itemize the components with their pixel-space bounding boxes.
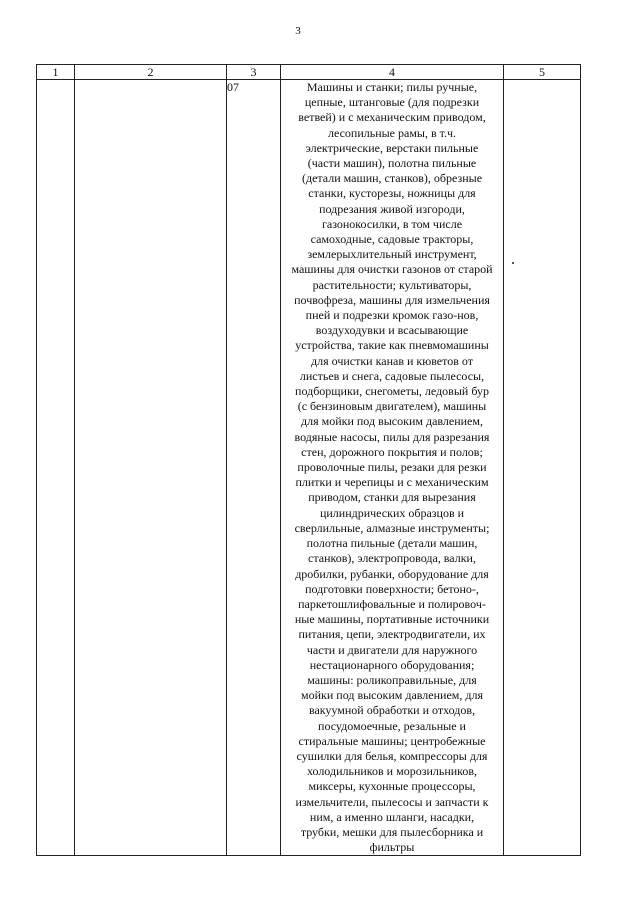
description-line: проволочные пилы, резаки для резки — [297, 460, 487, 475]
description-line: растительности; культиваторы, — [312, 277, 472, 292]
cell-col-2 — [75, 80, 227, 856]
description-line: сушилки для белья, компрессоры для — [296, 748, 488, 763]
description-line: лесопильные рамы, в т.ч. — [327, 125, 457, 140]
description-line: трубки, мешки для пылесборника и — [300, 824, 484, 839]
cell-col-5 — [504, 80, 581, 856]
description-line: измельчители, пылесосы и запчасти к — [295, 794, 489, 809]
description-line: подготовки поверхности; бетоно-, — [305, 581, 479, 596]
description-line: цепные, штанговые (для подрезки — [304, 95, 480, 110]
description-line: плитки и черепицы и с механическим — [295, 475, 489, 490]
description-line: ним, а именно шланги, насадки, — [309, 809, 475, 824]
header-col-4: 4 — [281, 65, 504, 80]
table-row — [37, 80, 581, 856]
description-line: самоходные, садовые тракторы, — [310, 232, 474, 247]
goods-description-text — [281, 80, 503, 855]
classification-table — [36, 64, 581, 856]
description-line: ные машины, портативные источники — [294, 612, 490, 627]
description-line: холодильников и морозильников, — [306, 764, 478, 779]
description-line: Машины и станки; пилы ручные, — [306, 80, 478, 94]
description-line: машины: роликоправильные, для — [307, 672, 477, 687]
goods-description-cell — [281, 80, 504, 856]
description-line: водяные насосы, пилы для разрезания — [294, 429, 490, 444]
description-line: пней и подрезки кромок газо-нов, — [305, 308, 479, 323]
description-line: миксеры, кухонные процессоры, — [308, 779, 476, 794]
description-line: устройства, такие как пневмомашины — [295, 338, 489, 353]
description-line: листьев и снега, садовые пылесосы, — [299, 368, 485, 383]
description-line: сверлильные, алмазные инструменты; — [294, 520, 490, 535]
description-line: подборщики, снегометы, ледовый бур — [295, 384, 489, 399]
description-line: стен, дорожного покрытия и полов; — [301, 444, 483, 459]
page-number: 3 — [295, 25, 301, 37]
description-line: для мойки под высоким давлением, — [301, 414, 483, 429]
description-line: дробилки, рубанки, оборудование для — [295, 566, 489, 581]
description-line: части и двигатели для наружного — [306, 642, 478, 657]
description-line: стиральные машины; центробежные — [298, 733, 486, 748]
class-code-cell: 07 — [227, 80, 281, 856]
description-line: фильтры — [369, 840, 415, 855]
description-line: мойки под высоким давлением, для — [301, 688, 483, 703]
header-row — [37, 65, 581, 80]
header-col-2: 2 — [75, 65, 227, 80]
description-line: посудомоечные, резальные и — [318, 718, 466, 733]
description-line: (части машин), полотна пильные — [307, 156, 477, 171]
description-line: полотна пильные (детали машин, — [306, 536, 478, 551]
scan-speck — [512, 262, 514, 264]
description-line: подрезания живой изгороди, — [319, 201, 465, 216]
description-line: электрические, верстаки пильные — [305, 140, 479, 155]
description-line: станков), электропровода, валки, — [308, 551, 476, 566]
description-line: приводом, станки для вырезания — [308, 490, 476, 505]
description-line: почвофреза, машины для измельчения — [294, 292, 490, 307]
description-line: станки, кусторезы, ножницы для — [308, 186, 476, 201]
description-line: паркетошлифовальные и полировоч- — [298, 596, 486, 611]
description-line: вакуумной обработки и отходов, — [308, 703, 476, 718]
description-line: воздуходувки и всасывающие — [315, 323, 469, 338]
description-line: газонокосилки, в том числе — [321, 216, 463, 231]
header-col-5: 5 — [504, 65, 581, 80]
description-line: цилиндрических образцов и — [319, 505, 465, 520]
description-line: (с бензиновым двигателем), машины — [297, 399, 487, 414]
description-line: нестационарного оборудования; — [309, 657, 475, 672]
cell-col-1 — [37, 80, 75, 856]
description-line: землерыхлительный инструмент, — [307, 247, 477, 262]
description-line: ветвей) и с механическим приводом, — [298, 110, 486, 125]
description-line: (детали машин, станков), обрезные — [301, 171, 483, 186]
header-col-1: 1 — [37, 65, 75, 80]
description-line: машины для очистки газонов от старой — [291, 262, 493, 277]
description-line: для очистки канав и кюветов от — [311, 353, 473, 368]
header-col-3: 3 — [227, 65, 281, 80]
description-line: питания, цепи, электродвигатели, их — [298, 627, 486, 642]
